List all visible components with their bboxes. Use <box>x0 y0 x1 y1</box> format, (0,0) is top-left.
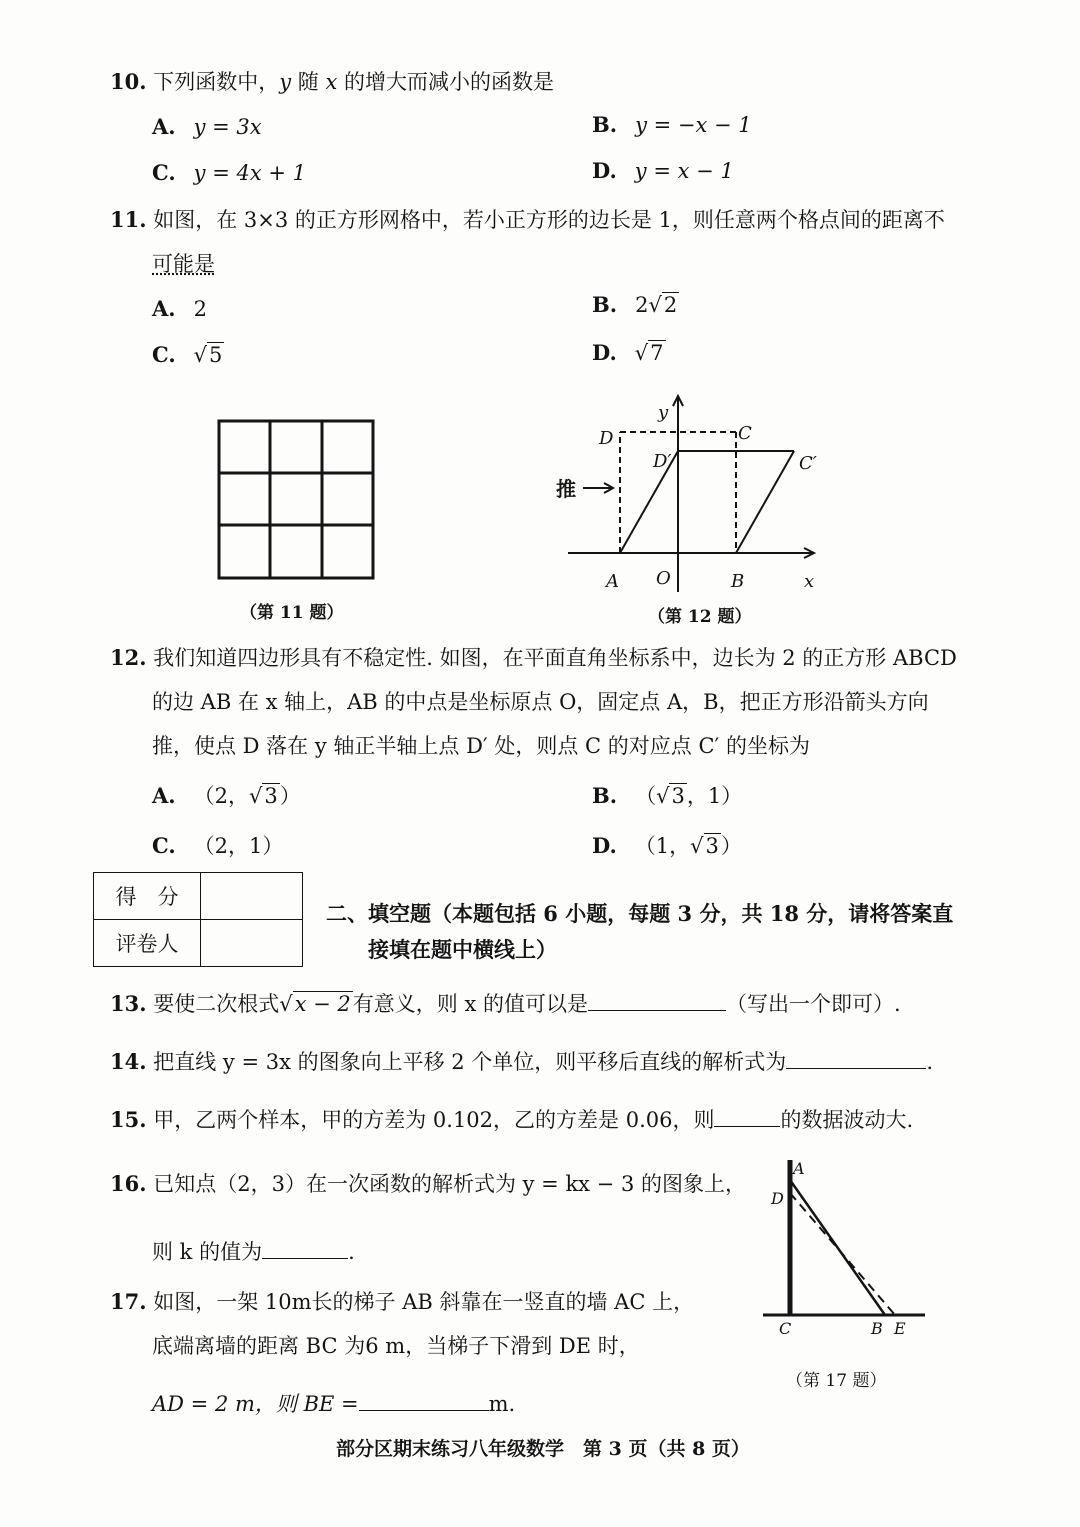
q13: 13. 要使二次根式√x − 2有意义，则 x 的值可以是 （写出一个即可）. <box>110 991 901 1016</box>
q12-option-c: C. （2，1） <box>152 833 284 858</box>
sqrt: √x − 2 <box>279 992 351 1016</box>
page-footer: 部分区期末练习八年级数学 第 3 页（共 8 页） <box>336 1438 750 1460</box>
q12-stem-line2: 的边 AB 在 x 轴上，AB 的中点是坐标原点 O，固定点 A，B，把正方形沿箭头方向 <box>152 690 929 714</box>
score-label: 得 分 <box>94 873 201 920</box>
side-cb-prime <box>736 451 794 553</box>
grid-border <box>219 421 373 578</box>
q15: 15. 甲，乙两个样本，甲的方差为 0.102，乙的方差是 0.06，则 的数据波动大. <box>110 1107 914 1132</box>
figure-17-diagram <box>755 1150 935 1350</box>
q10-stem: 10. 下列函数中，y 随 x 的增大而减小的函数是 <box>110 69 554 94</box>
label-d-prime: D′ <box>653 451 672 472</box>
label-b: B <box>871 1319 883 1338</box>
figure-11-grid <box>210 412 385 587</box>
answer-blank[interactable] <box>786 1048 926 1069</box>
q11-option-c: C. √5 <box>152 342 223 367</box>
question-number: 10. <box>110 69 147 94</box>
figure-17-caption: （第 17 题） <box>786 1371 887 1391</box>
ladder-de <box>790 1193 895 1315</box>
figure-12-caption: （第 12 题） <box>648 607 752 627</box>
figure-12-diagram <box>550 392 840 602</box>
grader-cell <box>201 920 303 967</box>
answer-blank[interactable] <box>359 1390 489 1411</box>
label-push: 推 <box>556 477 576 501</box>
answer-blank[interactable] <box>714 1106 780 1127</box>
q11-option-a: A. 2 <box>152 296 207 321</box>
q17-line1: 17. 如图，一架 10m长的梯子 AB 斜靠在一竖直的墙 AC 上， <box>110 1289 695 1314</box>
label-c: C <box>779 1319 792 1338</box>
answer-blank[interactable] <box>262 1238 348 1259</box>
label-x: x <box>804 571 815 592</box>
q12-option-a: A. （2，√3） <box>152 783 301 808</box>
q10-option-c: C. y = 4x + 1 <box>152 160 306 185</box>
label-a: A <box>606 571 619 592</box>
q17-line3: AD = 2 m，则 BE = m. <box>152 1392 516 1416</box>
sqrt: √7 <box>634 341 664 365</box>
label-d: D <box>771 1189 784 1208</box>
q17-line2: 底端离墙的距离 BC 为6 m，当梯子下滑到 DE 时， <box>152 1334 640 1358</box>
section2-heading-line1: 二、填空题（本题包括 6 小题，每题 3 分，共 18 分，请将答案直 <box>326 901 954 926</box>
q10-option-d: D. y = x − 1 <box>592 158 734 183</box>
label-c: C <box>738 423 752 444</box>
label-y: y <box>658 402 669 423</box>
q11-stem-line1: 11. 如图，在 3×3 的正方形网格中，若小正方形的边长是 1，则任意两个格点间的距离不 <box>110 207 945 232</box>
label-b: B <box>731 571 745 592</box>
q14: 14. 把直线 y = 3x 的图象向上平移 2 个单位，则平移后直线的解析式为 . <box>110 1049 933 1074</box>
figure-11-caption: （第 11 题） <box>240 603 344 623</box>
section2-heading-line2: 接填在题中横线上） <box>368 937 557 962</box>
ladder-ab <box>790 1180 885 1315</box>
q12-option-b: B. （√3，1） <box>592 783 743 808</box>
q16-line2: 则 k 的值为 . <box>152 1240 355 1264</box>
q12-option-d: D. （1，√3） <box>592 833 742 858</box>
sqrt: √3 <box>690 834 719 858</box>
label-c-prime: C′ <box>799 453 817 474</box>
sqrt: √3 <box>248 784 278 808</box>
q11-option-d: D. √7 <box>592 340 664 365</box>
sqrt: √2 <box>648 293 678 317</box>
q16-line1: 16. 已知点（2，3）在一次函数的解析式为 y = kx − 3 的图象上， <box>110 1171 746 1196</box>
score-cell <box>201 873 303 920</box>
q12-stem-line1: 12. 我们知道四边形具有不稳定性. 如图，在平面直角坐标系中，边长为 2 的正方形 ABCD <box>110 645 957 670</box>
q12-stem-line3: 推，使点 D 落在 y 轴正半轴上点 D′ 处，则点 C 的对应点 C′ 的坐标为 <box>152 734 810 758</box>
answer-blank[interactable] <box>588 990 726 1011</box>
label-o: O <box>656 568 671 589</box>
q10-option-a: A. y = 3x <box>152 114 262 139</box>
sqrt: √5 <box>193 343 223 367</box>
q10-option-b: B. y = −x − 1 <box>592 112 752 137</box>
q11-option-b: B. 2√2 <box>592 292 678 317</box>
label-d: D <box>599 428 614 449</box>
label-e: E <box>894 1319 906 1338</box>
q11-stem-line2: 可能是 <box>152 252 215 276</box>
sqrt: √3 <box>656 784 685 808</box>
label-a: A <box>793 1159 805 1178</box>
grader-label: 评卷人 <box>94 920 201 967</box>
score-box <box>93 872 303 967</box>
